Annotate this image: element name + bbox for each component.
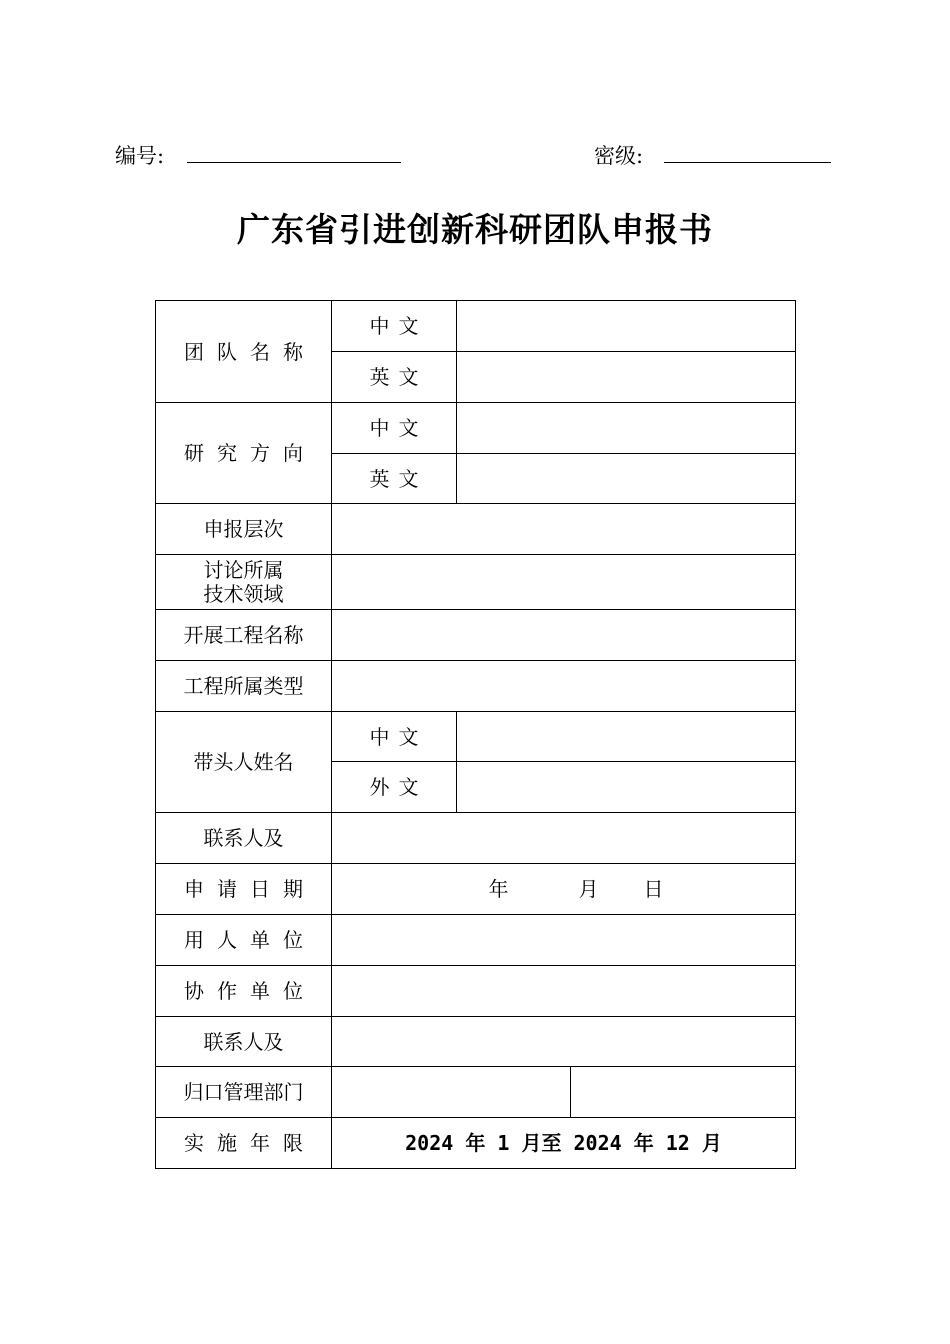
tech-field-label-line2: 技术领域 bbox=[203, 582, 284, 606]
team-name-label: 团队名称 bbox=[156, 301, 332, 403]
apply-date-label: 申请日期 bbox=[156, 864, 332, 915]
period-value: 2024 年 1 月至 2024 年 12 月 bbox=[332, 1118, 796, 1169]
team-name-zh-field[interactable] bbox=[457, 301, 796, 352]
team-name-zh-label: 中文 bbox=[332, 301, 457, 352]
contact-field-2[interactable] bbox=[332, 1017, 796, 1067]
apply-level-field[interactable] bbox=[332, 504, 796, 555]
tech-field-field[interactable] bbox=[332, 555, 796, 610]
employer-label: 用人单位 bbox=[156, 915, 332, 966]
project-type-label: 工程所属类型 bbox=[156, 661, 332, 712]
number-label: 编号: bbox=[115, 144, 165, 168]
apply-level-label: 申报层次 bbox=[156, 504, 332, 555]
project-name-label: 开展工程名称 bbox=[156, 610, 332, 661]
leader-name-zh-label: 中文 bbox=[332, 712, 457, 762]
date-year-unit: 年 bbox=[488, 877, 509, 901]
partner-label: 协作单位 bbox=[156, 966, 332, 1017]
leader-name-label: 带头人姓名 bbox=[156, 712, 332, 813]
research-direction-zh-label: 中文 bbox=[332, 403, 457, 454]
tech-field-label-line1: 讨论所属 bbox=[203, 558, 284, 582]
team-name-en-label: 英文 bbox=[332, 352, 457, 403]
contact-field-1[interactable] bbox=[332, 813, 796, 864]
admin-dept-field-2[interactable] bbox=[571, 1067, 796, 1118]
contact-label-2: 联系人及 bbox=[156, 1017, 332, 1067]
employer-field[interactable] bbox=[332, 915, 796, 966]
team-name-en-field[interactable] bbox=[457, 352, 796, 403]
security-level-input-line[interactable] bbox=[664, 162, 831, 163]
application-form-table bbox=[155, 300, 796, 1169]
admin-dept-field-1[interactable] bbox=[332, 1067, 571, 1118]
project-name-field[interactable] bbox=[332, 610, 796, 661]
tech-field-label bbox=[156, 555, 332, 610]
leader-name-foreign-field[interactable] bbox=[457, 762, 796, 813]
security-level-label: 密级: bbox=[594, 144, 644, 168]
leader-name-zh-field[interactable] bbox=[457, 712, 796, 762]
research-direction-label: 研究方向 bbox=[156, 403, 332, 504]
research-direction-zh-field[interactable] bbox=[457, 403, 796, 454]
date-day-unit: 日 bbox=[643, 877, 664, 901]
document-title: 广东省引进创新科研团队申报书 bbox=[237, 210, 713, 249]
number-input-line[interactable] bbox=[187, 162, 401, 163]
research-direction-en-field[interactable] bbox=[457, 454, 796, 504]
period-label: 实施年限 bbox=[156, 1118, 332, 1169]
research-direction-en-label: 英文 bbox=[332, 454, 457, 504]
leader-name-foreign-label: 外文 bbox=[332, 762, 457, 813]
partner-field[interactable] bbox=[332, 966, 796, 1017]
admin-dept-label: 归口管理部门 bbox=[156, 1067, 332, 1118]
apply-date-field[interactable] bbox=[332, 864, 796, 915]
project-type-field[interactable] bbox=[332, 661, 796, 712]
date-month-unit: 月 bbox=[578, 877, 599, 901]
contact-label-1: 联系人及 bbox=[156, 813, 332, 864]
